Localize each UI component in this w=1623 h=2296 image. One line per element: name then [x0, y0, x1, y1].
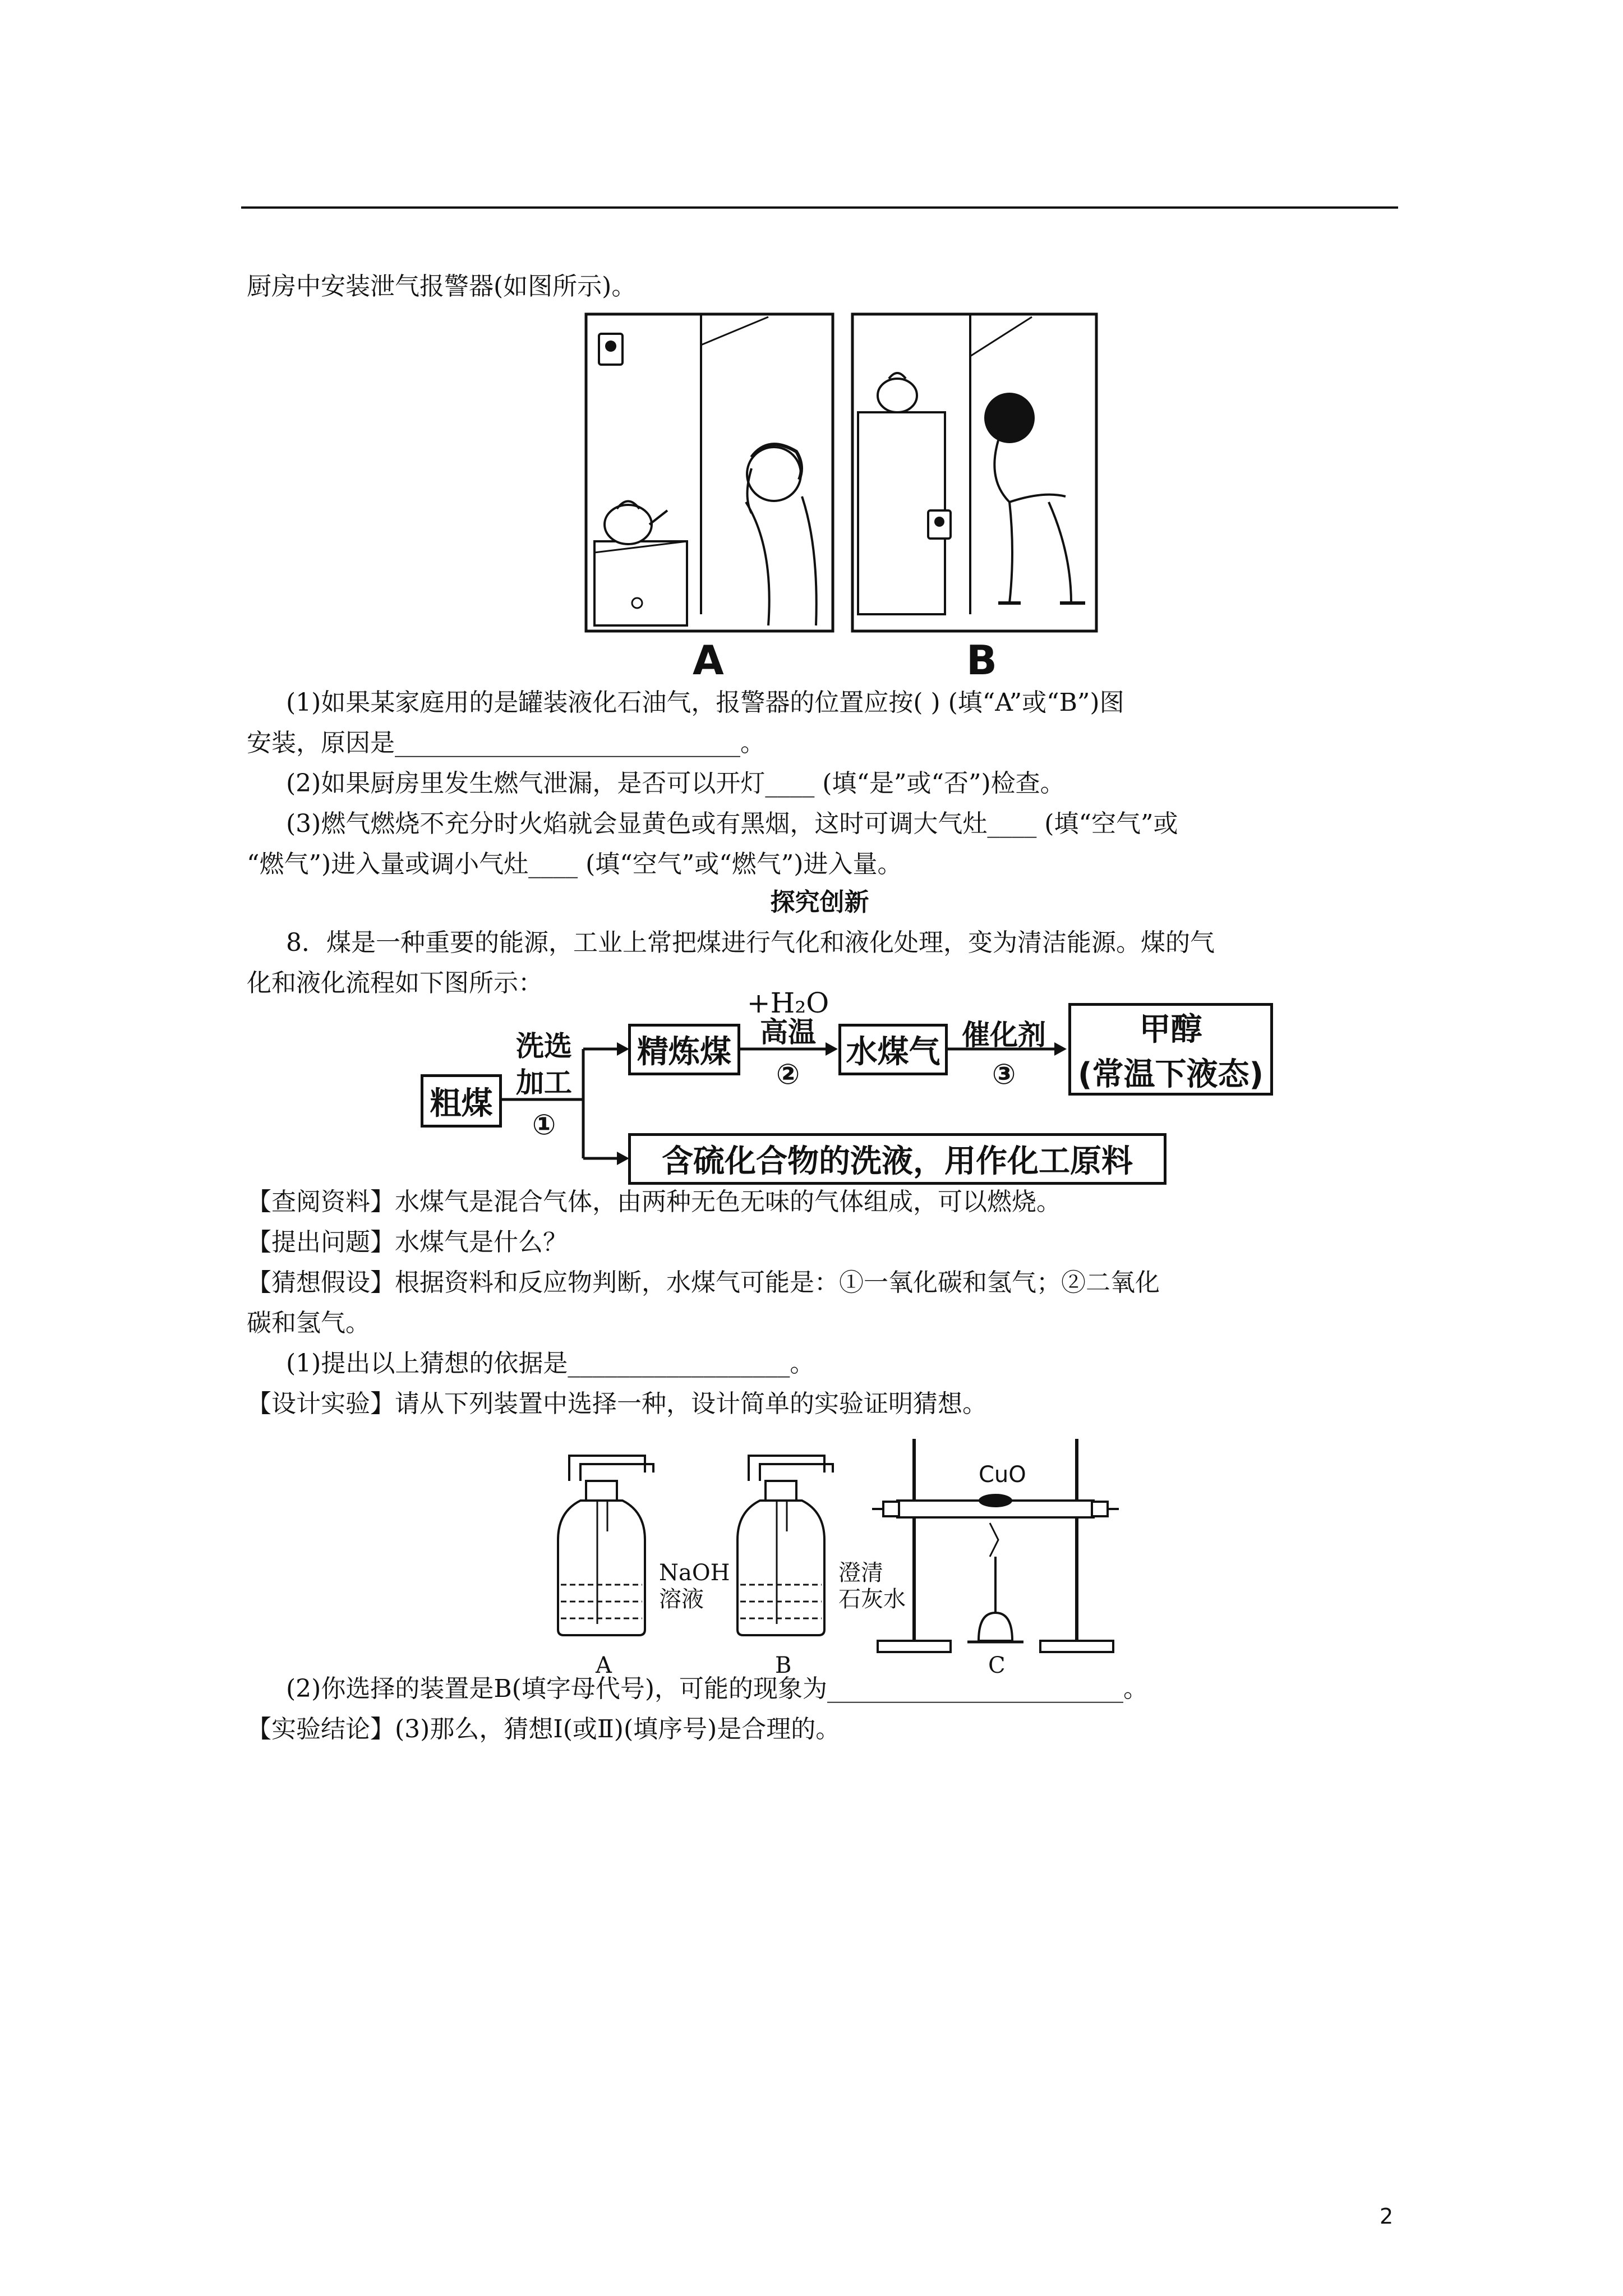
panel-a-label: A	[693, 637, 724, 684]
section-title: 探究创新	[770, 888, 869, 917]
q8-intro-line2: 化和液化流程如下图所示：	[247, 969, 543, 997]
wash-bottom-label: 加工	[516, 1066, 572, 1099]
step2-label: ②	[776, 1058, 800, 1091]
methanol-note: (常温下液态)	[1077, 1056, 1264, 1093]
methanol-label: 甲醇	[1139, 1011, 1202, 1048]
q7-part2: (2)如果厨房里发生燃气泄漏，是否可以开灯____ (填“是”或“否”)检查。	[286, 769, 1065, 798]
q7-part3-line2: “燃气”)进入量或调小气灶____ (填“空气”或“燃气”)进入量。	[247, 850, 902, 878]
question-line: 【提出问题】水煤气是什么？	[247, 1228, 568, 1257]
high-temp-label: 高温	[760, 1016, 816, 1048]
hypothesis-line2: 碳和氢气。	[247, 1309, 370, 1337]
limewater-label-2: 石灰水	[838, 1586, 906, 1612]
design-line: 【设计实验】请从下列装置中选择一种，设计简单的实验证明猜想。	[247, 1389, 987, 1418]
panel-b-label: B	[966, 637, 997, 684]
apparatus-illustration	[547, 1433, 1152, 1680]
page-number: 2	[1380, 2204, 1394, 2229]
apparatus-c-label: C	[988, 1653, 1006, 1678]
step3-label: ③	[992, 1058, 1016, 1091]
hypothesis-line1: 【猜想假设】根据资料和反应物判断，水煤气可能是：①一氧化碳和氢气；②二氧化	[247, 1268, 1160, 1297]
q7-part1-line2: 安装，原因是____________________________。	[247, 729, 765, 757]
h2o-label: +H₂O	[746, 987, 829, 1019]
apparatus-figure	[547, 1433, 1152, 1680]
apparatus-b-label: B	[775, 1653, 792, 1678]
methanol-box	[1068, 1003, 1273, 1096]
kitchen-figure	[583, 311, 1099, 687]
coal-flowchart	[404, 987, 1279, 1178]
q8-intro-line1: 8．煤是一种重要的能源，工业上常把煤进行气化和液化处理，变为清洁能源。煤的气	[286, 928, 1215, 957]
q7-part3-line1: (3)燃气燃烧不充分时火焰就会显黄色或有黑烟，这时可调大气灶____ (填“空气”或	[286, 809, 1178, 838]
naoh-solution-label: 溶液	[659, 1586, 704, 1612]
basis-line: (1)提出以上猜想的依据是__________________。	[286, 1349, 815, 1378]
conclusion-line: 【实验结论】(3)那么，猜想Ⅰ(或Ⅱ)(填序号)是合理的。	[247, 1715, 841, 1743]
water-gas-box: 水煤气	[838, 1024, 948, 1075]
limewater-label-1: 澄清	[838, 1560, 883, 1586]
wash-top-label: 洗选	[516, 1030, 572, 1062]
step1-label: ①	[532, 1108, 556, 1141]
naoh-label: NaOH	[659, 1560, 730, 1586]
byproduct-box: 含硫化合物的洗液，用作化工原料	[628, 1133, 1166, 1185]
raw-coal-box: 粗煤	[421, 1074, 502, 1128]
choice-line: (2)你选择的装置是B(填字母代号)，可能的现象为________________________。	[286, 1674, 1148, 1703]
refined-coal-box: 精炼煤	[628, 1024, 740, 1075]
kitchen-illustration	[583, 311, 1099, 687]
cuo-label: CuO	[979, 1462, 1026, 1488]
intro-line: 厨房中安装泄气报警器(如图所示)。	[247, 272, 637, 301]
q7-part1-line1: (1)如果某家庭用的是罐装液化石油气，报警器的位置应按( ) (填“A”或“B”)图	[286, 688, 1124, 717]
catalyst-label: 催化剂	[962, 1019, 1046, 1051]
info-line: 【查阅资料】水煤气是混合气体，由两种无色无味的气体组成，可以燃烧。	[247, 1188, 1061, 1216]
header-rule	[241, 206, 1398, 209]
apparatus-a-label: A	[596, 1653, 612, 1678]
